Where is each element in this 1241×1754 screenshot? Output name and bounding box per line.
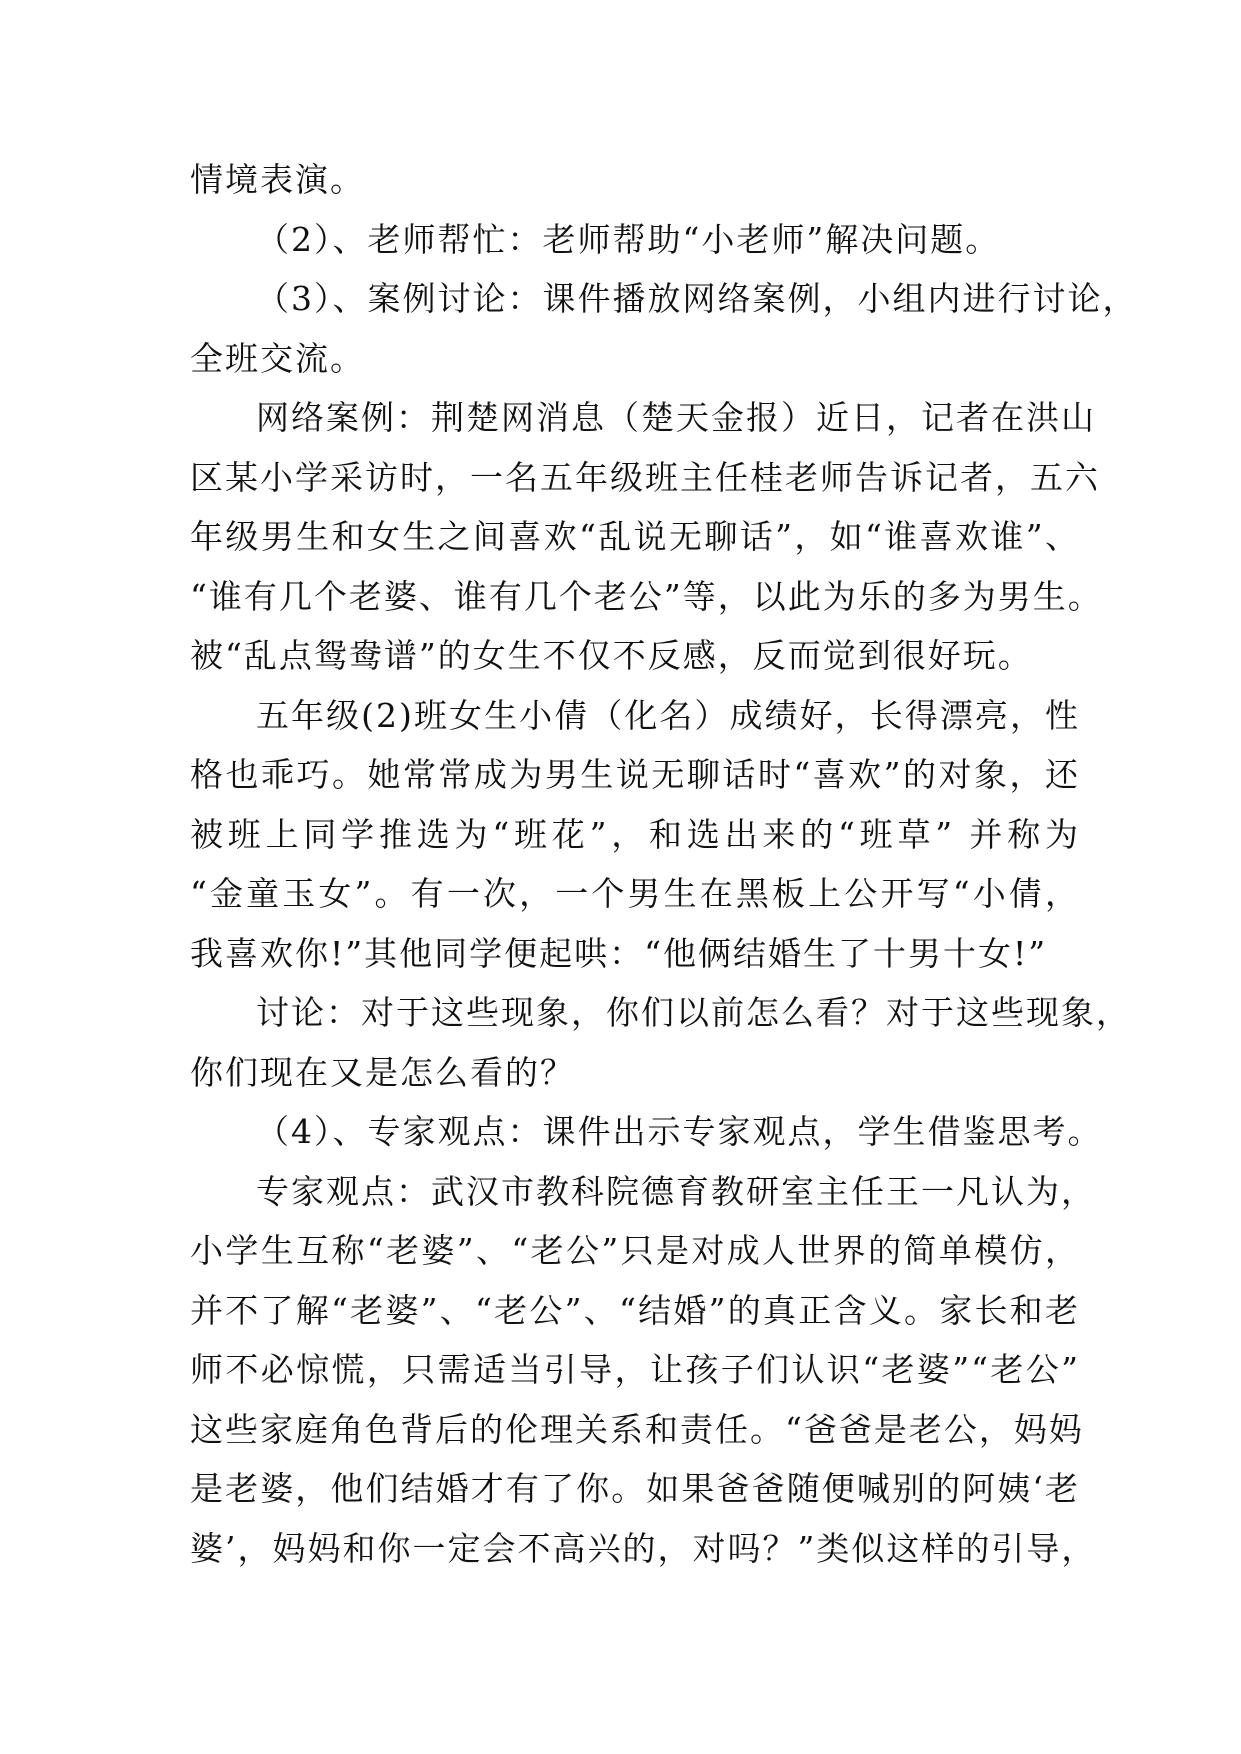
text-line: 网络案例：荆楚网消息（楚天金报）近日，记者在洪山 <box>256 398 1096 437</box>
text-line: “谁有几个老婆、谁有几个老公”等，以此为乐的多为男生。 <box>190 576 1103 616</box>
text-line: 是老婆，他们结婚才有了你。如果爸爸随便喊别的阿姨‘老 <box>190 1469 1080 1508</box>
text-line: 小学生互称“老婆”、“老公”只是对成人世界的简单模仿， <box>190 1231 1080 1270</box>
text-line: 情境表演。 <box>190 160 365 199</box>
text-line: 格也乖巧。她常常成为男生说无聊话时“喜欢”的对象，还 <box>190 755 1080 794</box>
text-line: 五年级(2)班女生小倩（化名）成绩好，长得漂亮，性 <box>256 695 1080 735</box>
text-line: （3）、案例讨论：课件播放网络案例，小组内进行讨论， <box>256 279 1138 318</box>
text-line: 婆’，妈妈和你一定会不高兴的，对吗？”类似这样的引导， <box>190 1528 1097 1568</box>
text-line: 年级男生和女生之间喜欢“乱说无聊话”，如“谁喜欢谁”、 <box>190 517 1080 556</box>
text-line: “金童玉女”。有一次，一个男生在黑板上公开写“小倩， <box>190 874 1080 913</box>
text-line: （2）、老师帮忙：老师帮助“小老师”解决问题。 <box>256 219 1001 259</box>
text-line: 讨论：对于这些现象，你们以前怎么看？对于这些现象， <box>256 993 1131 1032</box>
text-line: 并不了解“老婆”、“老公”、“结婚”的真正含义。家长和老 <box>190 1290 1080 1330</box>
text-line: 师不必惊慌，只需适当引导，让孩子们认识“老婆”“老公” <box>190 1350 1080 1389</box>
text-line: 被班上同学推选为“班花”，和选出来的“班草” 并称为 <box>190 814 1080 854</box>
text-line: 专家观点：武汉市教科院德育教研室主任王一凡认为， <box>256 1171 1096 1211</box>
text-line: 区某小学采访时，一名五年级班主任桂老师告诉记者，五六 <box>190 457 1100 497</box>
text-line: 我喜欢你!”其他同学便起哄：“他俩结婚生了十男十女!” <box>190 933 1048 973</box>
text-line: （4）、专家观点：课件出示专家观点，学生借鉴思考。 <box>256 1112 1103 1151</box>
text-line: 被“乱点鸳鸯谱”的女生不仅不反感，反而觉到很好玩。 <box>190 636 1033 675</box>
text-line: 全班交流。 <box>190 338 365 378</box>
text-line: 这些家庭角色背后的伦理关系和责任。“爸爸是老公，妈妈 <box>190 1409 1084 1449</box>
document-body <box>190 150 1138 1578</box>
text-line: 你们现在又是怎么看的？ <box>190 1052 575 1092</box>
